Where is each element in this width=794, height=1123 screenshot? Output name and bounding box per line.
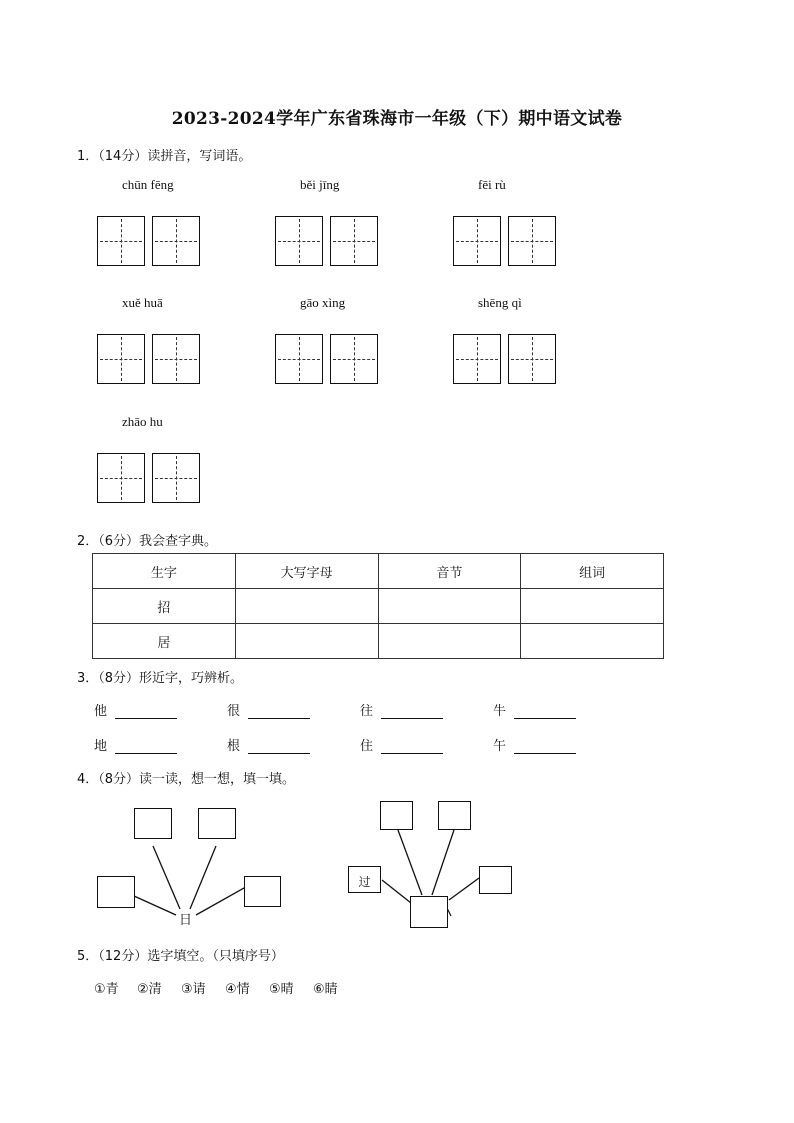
similar-char: 他 (94, 704, 108, 719)
answer-box[interactable] (244, 876, 281, 907)
page-title: 2023-2024学年广东省珠海市一年级（下）期中语文试卷 (171, 109, 623, 129)
table-header: 生字 (93, 554, 236, 589)
question-1-label: 1．（14分）读拼音，写词语。 (77, 149, 252, 164)
answer-box[interactable] (479, 866, 512, 894)
question-4-label: 4．（8分）读一读，想一想，填一填。 (77, 772, 296, 787)
table-header: 音节 (378, 554, 521, 589)
pinyin-2: běi jīng (300, 177, 340, 192)
answer-box[interactable] (410, 896, 448, 928)
pinyin-1: chūn fēng (122, 177, 174, 192)
option-item: ③请 (181, 982, 206, 997)
question-2-label: 2．（6分）我会查字典。 (77, 534, 218, 549)
connector-line (190, 846, 216, 909)
table-cell-char: 居 (93, 624, 236, 659)
similar-char: 往 (360, 704, 374, 719)
pinyin-5: gāo xìng (300, 295, 346, 310)
similar-char: 很 (227, 704, 241, 719)
connector-line (134, 896, 176, 915)
pinyin-7: zhāo hu (122, 414, 163, 429)
connector-line (398, 830, 422, 895)
similar-char: 地 (94, 739, 108, 754)
question-5-label: 5．（12分）选字填空。（只填序号） (77, 949, 284, 964)
connector-line (153, 846, 180, 909)
similar-char: 午 (493, 739, 507, 754)
answer-box[interactable] (438, 801, 471, 830)
answer-box[interactable] (380, 801, 413, 830)
option-item: ⑥睛 (313, 982, 338, 997)
similar-char: 住 (360, 739, 374, 754)
similar-char: 根 (227, 739, 241, 754)
similar-char: 牛 (493, 704, 507, 719)
connector-line (449, 878, 479, 900)
connector-line (382, 880, 411, 903)
table-cell-char: 招 (93, 589, 236, 624)
answer-box[interactable] (134, 808, 172, 839)
option-item: ①青 (94, 982, 119, 997)
center-character: 日 (179, 913, 193, 928)
table-header: 大写字母 (235, 554, 378, 589)
question-3-label: 3．（8分）形近字，巧辨析。 (77, 671, 244, 686)
given-word-box: 过 (348, 866, 381, 893)
connector-line (432, 830, 454, 895)
answer-box[interactable] (97, 876, 135, 908)
option-item: ④情 (225, 982, 250, 997)
connector-line (196, 888, 244, 915)
answer-box[interactable] (198, 808, 236, 839)
option-item: ⑤晴 (269, 982, 294, 997)
pinyin-6: shēng qì (478, 295, 522, 310)
pinyin-3: fēi rù (478, 177, 506, 192)
table-header: 组词 (521, 554, 664, 589)
option-item: ②清 (137, 982, 162, 997)
pinyin-4: xuě huā (122, 295, 163, 310)
